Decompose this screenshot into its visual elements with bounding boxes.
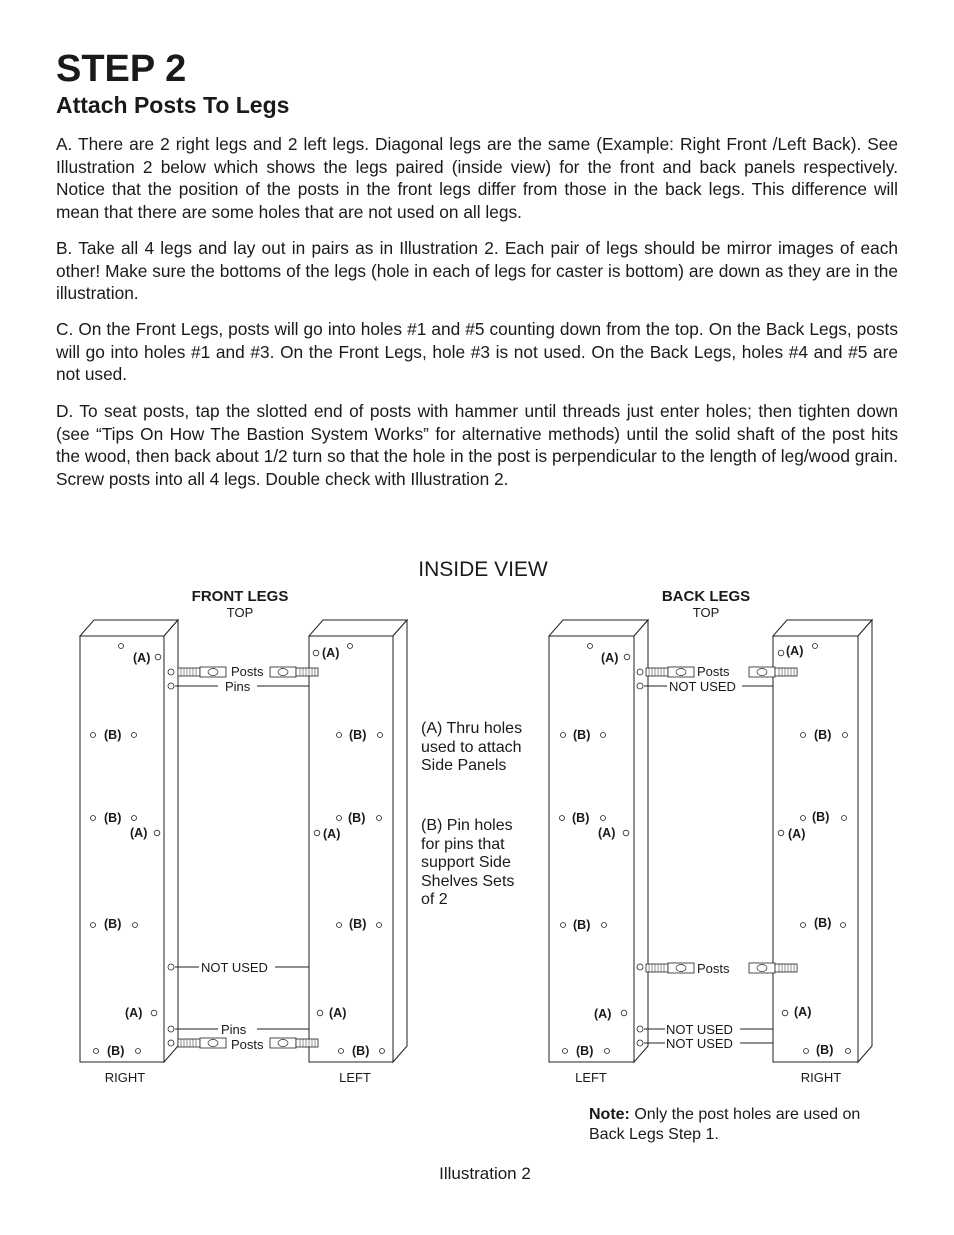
hole-a-label: (A)	[130, 826, 148, 840]
hole-a-label: (A)	[601, 651, 619, 665]
front-legs-title: FRONT LEGS	[191, 588, 289, 605]
note-label: Note:	[589, 1106, 630, 1123]
not-used-label: NOT USED	[666, 1036, 733, 1051]
hole-a-label: (A)	[322, 646, 340, 660]
hole-b-label: (B)	[573, 918, 591, 932]
hole-a-label: (A)	[125, 1006, 143, 1020]
illustration-caption: Illustration 2	[439, 1164, 531, 1183]
legend-a-line: Side Panels	[421, 757, 507, 774]
paragraph-b: B. Take all 4 legs and lay out in pairs as in Illustration 2. Each pair of legs should be mirror images of each other! Make sure the bottoms of the legs (hole in each of legs for caster is bottom) are down as they are in the illustration.	[56, 238, 898, 303]
post-icon	[270, 1038, 318, 1048]
post-icon	[178, 1038, 226, 1048]
legend-a-line: (A) Thru holes	[421, 720, 523, 737]
hole-b-label: (B)	[812, 810, 830, 824]
back-top-label: TOP	[692, 605, 720, 620]
inside-view-title: INSIDE VIEW	[418, 558, 548, 581]
legend-b-line: (B) Pin holes	[421, 817, 513, 834]
hole-b-label: (B)	[107, 1044, 125, 1058]
hole-b-label: (B)	[814, 728, 832, 742]
hole-b-label: (B)	[349, 728, 367, 742]
not-used-label: NOT USED	[201, 960, 268, 975]
post-icon	[270, 667, 318, 677]
front-right-leg	[80, 620, 178, 1062]
front-leg-right-label: RIGHT	[104, 1070, 146, 1085]
post-icon	[178, 667, 226, 677]
posts-label: Posts	[231, 1037, 264, 1052]
hole-a-label: (A)	[794, 1005, 812, 1019]
step-title: STEP 2	[56, 48, 187, 90]
not-used-label: NOT USED	[666, 1022, 733, 1037]
note-text: Only the post holes are used on Back Legs Step 1.	[589, 1106, 861, 1143]
front-leg-left-label: LEFT	[339, 1070, 371, 1085]
front-top-label: TOP	[226, 605, 254, 620]
legend-b-line: Shelves Sets	[421, 873, 515, 890]
step-subtitle: Attach Posts To Legs	[56, 92, 290, 118]
hole-b-label: (B)	[104, 811, 122, 825]
hole-b-label: (B)	[572, 811, 590, 825]
hole-a-label: (A)	[594, 1007, 612, 1021]
hole-b-label: (B)	[104, 917, 122, 931]
posts-label: Posts	[697, 961, 730, 976]
post-icon	[749, 963, 797, 973]
legend-b-line: of 2	[421, 891, 448, 908]
hole-b-label: (B)	[576, 1044, 594, 1058]
back-leg-right-label: RIGHT	[800, 1070, 842, 1085]
paragraph-c: C. On the Front Legs, posts will go into holes #1 and #5 counting down from the top. On the Back Legs, posts will go into holes #1 and #3. On the Front Legs, hole #3 is not used. On the Back Legs, holes #4 and #5 are not used.	[56, 319, 898, 384]
pins-label: Pins	[221, 1022, 247, 1037]
hole-a-label: (A)	[788, 827, 806, 841]
paragraph-d: D. To seat posts, tap the slotted end of posts with hammer until threads just enter holes; then tighten down (see “Tips On How The Bastion System Works” for alternative methods) until the solid shaft of the post hits the wood, then back about 1/2 turn so that the hole in the post is perpendicular to the length of leg/wood grain. Screw posts into all 4 legs. Double check with Illustration 2.	[56, 401, 898, 489]
back-leg-left-label: LEFT	[575, 1070, 607, 1085]
hole-a-label: (A)	[323, 827, 341, 841]
posts-label: Posts	[231, 664, 264, 679]
post-icon	[646, 667, 694, 677]
front-left-leg	[309, 620, 407, 1062]
back-right-leg	[773, 620, 872, 1062]
hole-b-label: (B)	[816, 1043, 834, 1057]
illustration-2-diagram	[0, 540, 954, 1100]
paragraph-a: A. There are 2 right legs and 2 left legs. Diagonal legs are the same (Example: Right Front /Left Back). See Illustration 2 below which shows the legs paired (inside view) for the front and back panels respectively. Notice that the position of the posts in the front legs differ from those in the back legs. This difference will mean that there are some holes that are not used on all legs.	[56, 134, 898, 222]
hole-b-label: (B)	[349, 917, 367, 931]
hole-b-label: (B)	[814, 916, 832, 930]
post-icon	[749, 667, 797, 677]
hole-a-label: (A)	[786, 644, 804, 658]
back-legs-title: BACK LEGS	[661, 588, 751, 605]
hole-a-label: (A)	[329, 1006, 347, 1020]
legend-b-line: support Side	[421, 854, 511, 871]
hole-b-label: (B)	[348, 811, 366, 825]
legend	[421, 720, 522, 908]
hole-a-label: (A)	[133, 651, 151, 665]
legend-a-line: used to attach	[421, 739, 522, 756]
posts-label: Posts	[697, 664, 730, 679]
hole-b-label: (B)	[104, 728, 122, 742]
post-icon	[646, 963, 694, 973]
not-used-label: NOT USED	[669, 679, 736, 694]
hole-b-label: (B)	[352, 1044, 370, 1058]
back-legs-note	[589, 1105, 879, 1145]
hole-a-label: (A)	[598, 826, 616, 840]
back-left-leg	[549, 620, 648, 1062]
legend-b-line: for pins that	[421, 836, 505, 853]
pins-label: Pins	[225, 679, 251, 694]
hole-b-label: (B)	[573, 728, 591, 742]
